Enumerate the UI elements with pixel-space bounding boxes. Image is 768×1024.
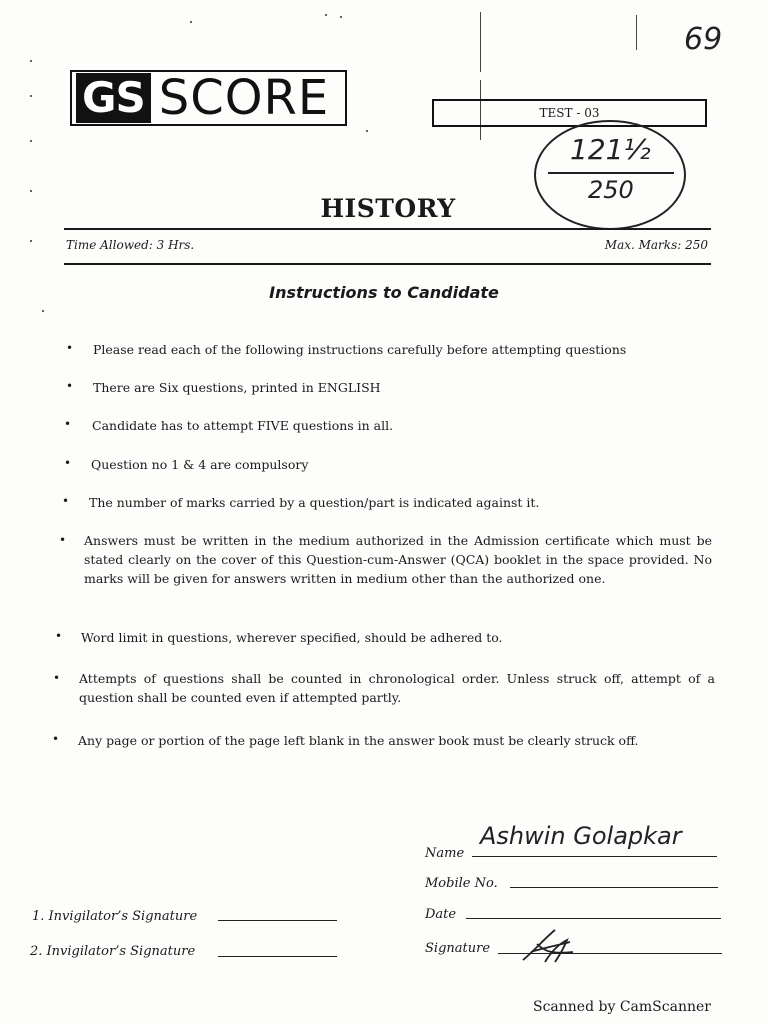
instruction-item: Question no 1 & 4 are compulsory: [91, 457, 309, 472]
bullet: •: [64, 456, 72, 470]
marks-obtained: 121½: [570, 133, 651, 166]
bullet: •: [55, 629, 63, 643]
scan-mark: [636, 15, 637, 50]
test-label: TEST - 03: [432, 99, 707, 127]
scan-mark: [30, 140, 32, 142]
invigilator-1-label: 1. Invigilator’s Signature: [32, 909, 198, 924]
instruction-item: There are Six questions, printed in ENGLISH: [93, 380, 381, 395]
time-allowed: Time Allowed: 3 Hrs.: [66, 238, 195, 252]
scan-mark: [480, 12, 481, 72]
instruction-item: Attempts of questions shall be counted in chronological order. Unless struck off, attempt of a question shall be counted even if attempted partly.: [79, 671, 715, 705]
invigilator-1-line: [218, 920, 337, 921]
instruction-item: Any page or portion of the page left blank in the answer book must be clearly struck off.: [78, 733, 639, 748]
scan-mark: [42, 310, 44, 312]
divider-top: [64, 228, 711, 230]
mobile-label: Mobile No.: [425, 876, 498, 891]
signature-label: Signature: [425, 941, 491, 956]
instructions-heading: Instructions to Candidate: [269, 283, 499, 302]
logo-score-text: SCORE: [158, 70, 330, 126]
bullet: •: [52, 732, 60, 746]
instruction-item: The number of marks carried by a question/part is indicated against it.: [89, 495, 540, 510]
bullet: •: [59, 533, 67, 547]
scan-mark: [340, 16, 342, 18]
instruction-item: Please read each of the following instructions carefully before attempting questions: [93, 342, 627, 357]
date-label: Date: [425, 907, 457, 922]
score-fraction-line: [548, 172, 674, 174]
bullet: •: [66, 379, 74, 393]
instruction-item: Answers must be written in the medium authorized in the Admission certificate which must be stated clearly on the cover of this Question-cum-Answer (QCA) booklet in the space provided. No marks will be given for answers written in medium other than the authorized one.: [84, 533, 712, 586]
scan-mark: [366, 130, 368, 132]
marks-total: 250: [588, 176, 634, 204]
name-value: Ashwin Golapkar: [480, 822, 682, 850]
subject-title: HISTORY: [320, 194, 456, 223]
instruction-item: Word limit in questions, wherever specified, should be adhered to.: [81, 630, 503, 645]
name-label: Name: [425, 846, 465, 861]
camscanner-watermark: Scanned by CamScanner: [533, 999, 711, 1015]
gs-score-logo: [70, 70, 347, 126]
candidate-signature: [515, 922, 585, 968]
scan-mark: [30, 60, 32, 62]
scan-mark: [30, 190, 32, 192]
mobile-line: [510, 887, 718, 888]
divider-bottom: [64, 263, 711, 265]
page-number: 69: [684, 22, 723, 57]
scan-mark: [30, 240, 32, 242]
bullet: •: [66, 341, 74, 355]
scan-mark: [30, 95, 32, 97]
name-line: [472, 856, 717, 857]
scan-mark: [325, 14, 327, 16]
logo-gs-mark: GS: [76, 73, 151, 123]
invigilator-2-line: [218, 956, 337, 957]
max-marks: Max. Marks: 250: [604, 238, 708, 252]
date-line: [466, 918, 721, 919]
invigilator-2-label: 2. Invigilator’s Signature: [30, 944, 196, 959]
bullet: •: [62, 494, 70, 508]
bullet: •: [64, 417, 72, 431]
bullet: •: [53, 671, 61, 685]
scan-mark: [190, 21, 192, 23]
instruction-item: Candidate has to attempt FIVE questions in all.: [92, 418, 394, 433]
